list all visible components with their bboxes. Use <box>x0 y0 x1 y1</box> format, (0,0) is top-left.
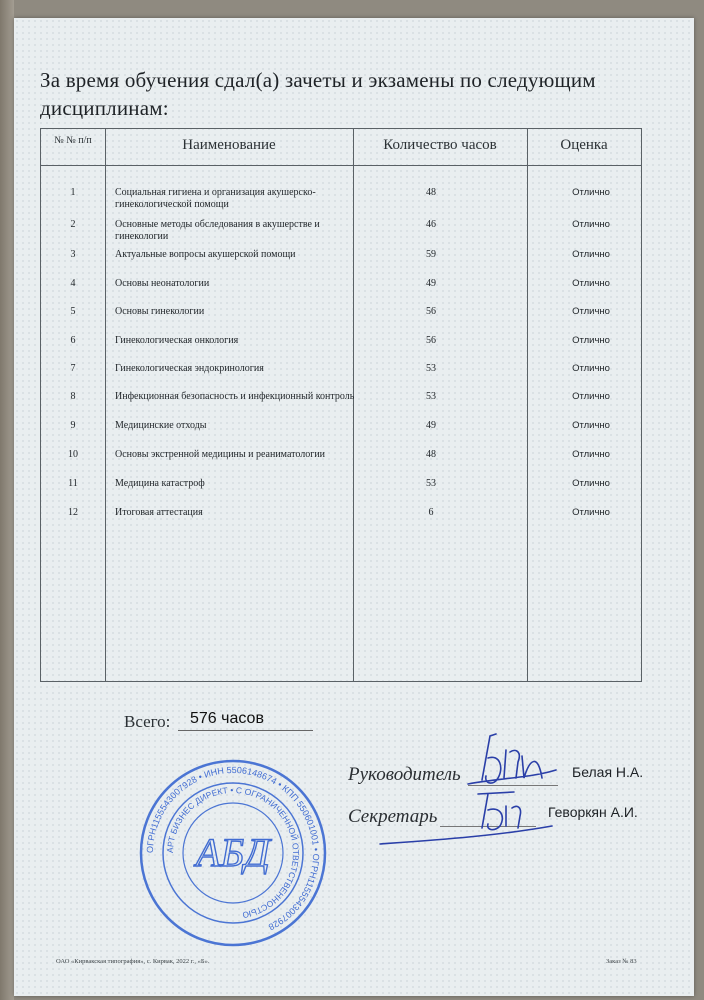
row-name: Социальная гигиена и организация акушерско-гинекологической помощи <box>115 187 316 210</box>
row-hours: 53 <box>426 391 436 402</box>
header-divider <box>41 165 641 166</box>
row-num: 1 <box>70 187 76 198</box>
total-underline <box>178 730 313 731</box>
row-grade: Отлично <box>572 478 610 489</box>
total-label: Всего: <box>124 712 171 731</box>
head-name: Белая Н.А. <box>572 764 644 780</box>
row-grade: Отлично <box>572 507 610 518</box>
row-name: Гинекологическая онкология <box>115 335 239 346</box>
row-grade: Отлично <box>572 449 610 460</box>
secretary-signature-icon <box>376 786 556 850</box>
row-hours: 59 <box>426 249 436 260</box>
stamp-outer-text: ОГРН1155543007928 • ИНН 5506148674 • КПП 550601001 • ОГРН1155543007928 <box>144 764 322 933</box>
row-grade: Отлично <box>572 306 610 317</box>
row-grade: Отлично <box>572 219 610 230</box>
row-grade: Отлично <box>572 249 610 260</box>
row-hours: 53 <box>426 363 436 374</box>
total-value: 576 часов <box>190 710 264 727</box>
row-grade: Отлично <box>572 363 610 374</box>
row-num: 11 <box>68 478 78 489</box>
page-heading: За время обучения сдал(а) зачеты и экзамены по следующим дисциплинам: <box>40 68 596 120</box>
row-num: 6 <box>70 335 76 346</box>
row-name: Основы экстренной медицины и реаниматологии <box>115 449 326 460</box>
row-grade: Отлично <box>572 187 610 198</box>
row-hours: 6 <box>428 507 434 518</box>
footer-right: Заказ № 83 <box>606 958 637 965</box>
row-hours: 48 <box>426 187 436 198</box>
row-name: Основы неонатологии <box>115 278 210 289</box>
grades-table <box>40 128 642 682</box>
row-name: Медицина катастроф <box>115 478 205 489</box>
row-num: 3 <box>70 249 76 260</box>
header-grade: Оценка <box>560 137 608 153</box>
row-num: 10 <box>68 449 78 460</box>
column-divider <box>105 129 106 681</box>
column-divider <box>353 129 354 681</box>
row-hours: 53 <box>426 478 436 489</box>
row-num: 4 <box>70 278 76 289</box>
column-divider <box>527 129 528 681</box>
footer-left: ОАО «Кирвакская типография», с. Кирвак, 2022 г., «Б». <box>56 958 210 965</box>
row-name: Основные методы обследования в акушерстве и гинекологии <box>115 219 320 242</box>
row-grade: Отлично <box>572 335 610 346</box>
row-name: Медицинские отходы <box>115 420 207 431</box>
stamp-inner-text: АРТ БИЗНЕС ДИРЕКТ • С ОГРАНИЧЕННОЙ ОТВЕТСТВЕННОСТЬЮ <box>164 784 302 921</box>
row-grade: Отлично <box>572 391 610 402</box>
row-num: 5 <box>70 306 76 317</box>
header-hours: Количество часов <box>383 137 497 153</box>
secretary-name: Геворкян А.И. <box>548 804 638 820</box>
organization-stamp <box>138 758 328 948</box>
row-hours: 49 <box>426 420 436 431</box>
row-hours: 56 <box>426 335 436 346</box>
row-name: Актуальные вопросы акушерской помощи <box>115 249 296 260</box>
row-grade: Отлично <box>572 420 610 431</box>
row-num: 7 <box>70 363 76 374</box>
row-num: 2 <box>70 219 76 230</box>
row-name: Итоговая аттестация <box>115 507 203 518</box>
row-hours: 49 <box>426 278 436 289</box>
row-num: 8 <box>70 391 76 402</box>
row-hours: 56 <box>426 306 436 317</box>
photo-edge <box>0 0 14 1000</box>
stamp-icon <box>138 758 328 948</box>
row-num: 9 <box>70 420 76 431</box>
header-num: № № п/п <box>54 135 92 146</box>
stamp-monogram: АБД <box>196 830 270 875</box>
header-name: Наименование <box>182 137 276 153</box>
head-role-label: Руководитель <box>348 764 461 785</box>
row-name: Гинекологическая эндокринология <box>115 363 264 374</box>
row-grade: Отлично <box>572 278 610 289</box>
row-name: Инфекционная безопасность и инфекционный контроль <box>115 391 355 402</box>
secretary-role-label: Секретарь <box>348 806 438 827</box>
row-hours: 46 <box>426 219 436 230</box>
row-hours: 48 <box>426 449 436 460</box>
row-name: Основы гинекологии <box>115 306 205 317</box>
row-num: 12 <box>68 507 78 518</box>
